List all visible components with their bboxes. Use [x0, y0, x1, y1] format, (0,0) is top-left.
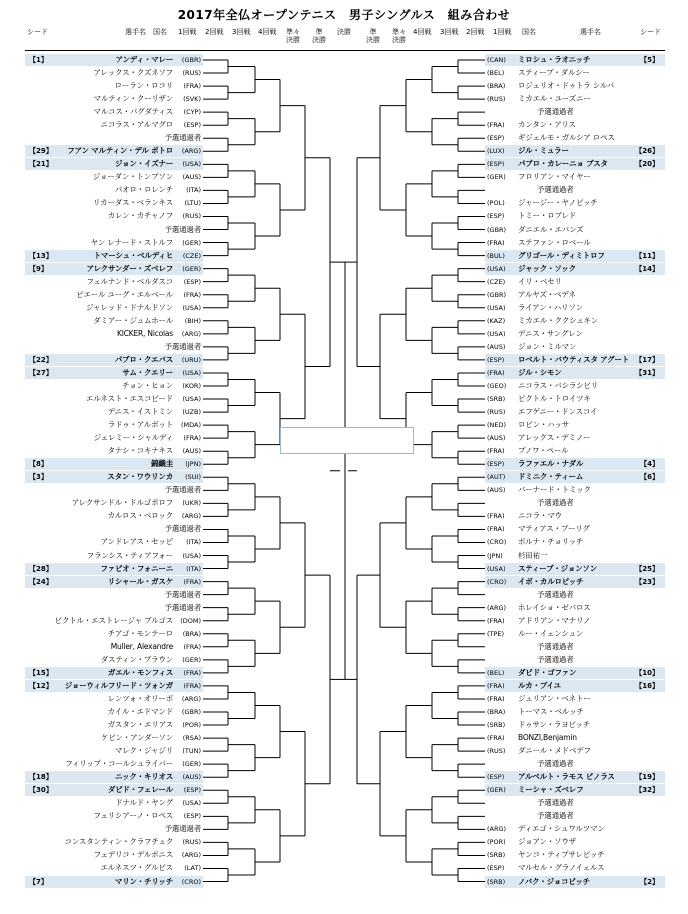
country-code: (AUS): [182, 447, 201, 456]
player-name: フェデリコ・デルボニス: [93, 850, 173, 860]
player-name: チアゴ・モンテーロ: [107, 628, 173, 638]
player-name: ジョン・イズナー: [114, 159, 173, 169]
country-code: (FRA): [487, 681, 505, 690]
country-code: (GER): [487, 173, 506, 182]
player-name: ダニエル・エバンズ: [518, 224, 584, 234]
seed-number: 【9】: [29, 264, 48, 273]
header-sf-left: 準 決勝: [312, 28, 326, 44]
player-name: ミーシャ・ズベレフ: [518, 785, 584, 795]
player-name: 予選通過者: [164, 485, 201, 495]
player-name: ダビド・ゴファン: [518, 667, 577, 677]
seed-number: 【21】: [29, 160, 53, 169]
seed-number: 【25】: [635, 564, 659, 573]
player-name: 予選通過者: [164, 133, 201, 143]
seed-number: 【6】: [640, 473, 659, 482]
player-name: パブロ・クエバス: [114, 354, 173, 364]
player-name: サム・クエリー: [122, 367, 173, 377]
player-name: フランシス・ティアフォー: [86, 550, 173, 560]
country-code: (FRA): [487, 121, 505, 130]
player-name: フアン マルティン・デル ポトロ: [67, 146, 173, 156]
country-code: (LTU): [184, 199, 201, 208]
seed-number: 【14】: [635, 264, 659, 273]
player-name: 錦織圭: [151, 459, 173, 469]
country-code: (AUT): [487, 473, 506, 482]
header-r1-left: 1回戦: [178, 28, 197, 36]
country-code: (FRA): [183, 642, 201, 651]
country-code: (ARG): [487, 825, 507, 834]
player-name: 予選通過者: [537, 589, 574, 599]
player-name: ジル・シモン: [518, 367, 562, 377]
player-name: 予選通過者: [537, 641, 574, 651]
country-code: (FRA): [183, 668, 201, 677]
country-code: (ARG): [181, 512, 201, 521]
player-name: 予選通過者: [537, 811, 574, 821]
country-code: (USA): [182, 160, 201, 169]
player-name: フロリアン・マイヤー: [518, 172, 591, 182]
player-name: アルベルト・ラモス ビノラス: [518, 772, 615, 782]
country-code: (FRA): [487, 734, 505, 743]
country-code: (USA): [182, 303, 201, 312]
country-code: (JPN): [185, 460, 201, 469]
player-name: BONZI,Benjamin: [518, 733, 577, 743]
country-code: (GER): [182, 238, 201, 247]
country-code: (FRA): [183, 577, 201, 586]
player-name: デニス・イストミン: [107, 407, 173, 417]
header-final: 決勝: [337, 28, 351, 36]
country-code: (ITA): [186, 538, 201, 547]
player-name: 予選通過者: [537, 798, 574, 808]
player-name: ディエゴ・シュワルツマン: [518, 824, 605, 834]
seed-number: 【19】: [635, 773, 659, 782]
player-name: ステファン・ロベール: [518, 237, 591, 247]
player-name: ドゥサン・ラヨビッチ: [518, 720, 591, 730]
header-r2-right: 2回戦: [466, 28, 485, 36]
header-r3-right: 3回戦: [440, 28, 459, 36]
country-code: (FRA): [487, 447, 505, 456]
country-code: (KOR): [182, 382, 201, 390]
player-name: ロジェリオ・ドゥトラ シルバ: [518, 81, 614, 91]
player-name: ボルナ・チョリッチ: [518, 537, 584, 547]
country-code: (FRA): [183, 434, 201, 443]
player-name: イボ・カルロビッチ: [518, 576, 584, 586]
player-name: カンタン・アリス: [518, 120, 576, 130]
seed-number: 【24】: [29, 577, 53, 586]
country-code: (UKR): [182, 499, 201, 508]
seed-number: 【23】: [635, 577, 659, 586]
country-code: (NED): [487, 421, 507, 430]
seed-number: 【16】: [635, 681, 659, 690]
player-name: ジョーダン・トンプソン: [92, 172, 173, 182]
header-seed-left: シード: [27, 28, 48, 36]
country-code: (ARG): [181, 851, 201, 860]
player-name: ライアン・ハリソン: [518, 302, 583, 312]
header-r2-left: 2回戦: [205, 28, 224, 36]
seed-number: 【27】: [29, 368, 53, 377]
player-name: エルネスト・エスコビード: [85, 394, 173, 404]
player-name: 予選通過者: [537, 498, 574, 508]
player-name: Muller, Alexandre: [110, 641, 173, 651]
seed-number: 【17】: [635, 355, 659, 364]
player-name: グリゴール・ディミトロフ: [518, 250, 605, 260]
country-code: (BRA): [182, 629, 201, 638]
player-name: ジョーウィルフリード・ツォンガ: [64, 680, 173, 690]
country-code: (USA): [487, 564, 506, 573]
player-name: アンドレアス・セッピ: [100, 537, 173, 547]
country-code: (SRB): [487, 877, 506, 886]
header-r1-right: 1回戦: [493, 28, 512, 36]
player-name: カイル・エドマンド: [107, 707, 173, 716]
player-name: エルネスツ・グルビス: [100, 863, 173, 873]
player-name: ノバク・ジョコビッチ: [518, 876, 590, 886]
player-name: トミー・ロブレド: [518, 211, 577, 221]
country-code: (BRA): [487, 82, 506, 91]
player-name: ダスティン・ブラウン: [100, 654, 173, 664]
country-code: (RUS): [182, 212, 201, 221]
seed-number: 【29】: [29, 147, 53, 156]
header-r3-left: 3回戦: [232, 28, 251, 36]
player-name: 予選通過者: [164, 341, 201, 351]
player-name: ケビン・アンダーソン: [100, 733, 173, 743]
player-name: ドミニク・ティーム: [518, 472, 584, 482]
country-code: (AUS): [487, 434, 506, 443]
player-name: コンスタンティン・クラフチュク: [64, 837, 173, 847]
country-code: (TUN): [182, 747, 201, 756]
country-code: (GEO): [487, 382, 507, 390]
player-name: ブノワ・ペール: [518, 446, 569, 456]
player-name: ロビン・ハッサ: [518, 420, 570, 430]
country-code: (FRA): [183, 290, 201, 299]
country-code: (POL): [487, 199, 505, 208]
player-name: ジュリアン・ベネトー: [518, 693, 591, 703]
player-name: スタン・ワウリンカ: [107, 472, 173, 482]
country-code: (MDA): [180, 421, 201, 430]
country-code: (POR): [182, 721, 201, 730]
seed-number: 【10】: [635, 668, 659, 677]
player-name: 予選通過者: [537, 759, 574, 769]
country-code: (GER): [182, 655, 201, 664]
player-name: ニコラ・マウ: [518, 511, 562, 521]
country-code: (GBR): [487, 225, 507, 234]
seed-number: 【26】: [635, 147, 659, 156]
player-name: トーマス・ベルッチ: [518, 707, 584, 716]
player-name: フェリシアーノ・ロペス: [93, 811, 173, 821]
country-code: (RUS): [487, 95, 506, 104]
country-code: (ARG): [181, 147, 201, 156]
country-code: (ITA): [186, 564, 201, 573]
country-code: (ARG): [181, 329, 201, 338]
player-name: マルコス・バグダティス: [93, 107, 173, 117]
country-code: (FRA): [487, 238, 505, 247]
country-code: (BEL): [487, 69, 505, 78]
player-name: ピエール ユーグ・エルベール: [76, 289, 173, 299]
seed-number: 【28】: [29, 564, 53, 573]
player-name: ビクトル・トロイツキ: [518, 394, 591, 404]
country-code: (SRB): [487, 851, 506, 860]
country-code: (CAN): [487, 56, 506, 64]
player-name: カレン・カチャノフ: [107, 211, 173, 221]
seed-number: 【2】: [640, 877, 659, 886]
country-code: (FRA): [487, 512, 505, 521]
player-name: ローラン・ロコリ: [114, 81, 173, 91]
country-code: (ESP): [183, 121, 201, 130]
player-name: アンディ・マレー: [115, 55, 173, 64]
country-code: (CRO): [181, 877, 201, 886]
country-code: (ARG): [181, 694, 201, 703]
country-code: (BRA): [487, 708, 506, 716]
player-name: アレックス・デミノー: [518, 433, 591, 443]
country-code: (RUS): [487, 747, 506, 756]
player-name: アレクサンダー・ズベレフ: [86, 263, 173, 273]
player-name: ジョアン・ソウザ: [518, 837, 576, 847]
player-name: ダニール・メドベデフ: [518, 746, 591, 756]
country-code: (RSA): [182, 734, 201, 743]
country-code: (CYP): [183, 108, 201, 117]
header-player-left: 選手名: [125, 28, 146, 36]
country-code: (GER): [182, 760, 201, 769]
country-code: (USA): [182, 551, 201, 560]
country-code: (RUS): [182, 838, 201, 847]
player-name: マレク・ジャジリ: [114, 746, 173, 756]
seed-number: 【7】: [29, 877, 48, 886]
player-name: トマーシュ・ベルディヒ: [93, 250, 173, 260]
player-name: アレクサンドル・ドルゴポロフ: [71, 498, 173, 508]
player-name: ニコラス・バシラシビリ: [518, 381, 599, 390]
player-name: デニス・サングレン: [518, 328, 583, 338]
country-code: (SUI): [185, 473, 201, 482]
player-name: イリ・ベセリ: [518, 276, 562, 286]
country-code: (SRB): [487, 395, 506, 404]
header-r4-left: 4回戦: [258, 28, 277, 36]
country-code: (LAT): [184, 864, 201, 873]
player-name: フィリップ・コールシュライバー: [65, 759, 173, 769]
player-name: ミカエル・ククシュキン: [518, 315, 599, 325]
player-name: スティーブ・ジョンソン: [518, 563, 598, 573]
country-code: (FRA): [183, 681, 201, 690]
player-name: マルセル・グラノイェルス: [518, 863, 605, 873]
seed-number: 【18】: [29, 773, 53, 782]
player-name: ラドゥ・アルボット: [107, 420, 173, 430]
player-name: マティアス・ブーリグ: [518, 524, 590, 534]
header-country-left: 国名: [153, 28, 167, 36]
header-qf-left: 準々 決勝: [286, 28, 300, 44]
country-code: (AUS): [487, 486, 506, 495]
country-code: (DOM): [180, 616, 201, 625]
country-code: (ARG): [487, 603, 507, 612]
country-code: (ESP): [487, 355, 505, 364]
player-name: ドナルド・ヤング: [115, 798, 173, 808]
country-code: (USA): [182, 368, 201, 377]
header-sf-right: 準 決勝: [366, 28, 380, 44]
country-code: (LUX): [487, 147, 505, 156]
seed-number: 【5】: [640, 56, 659, 64]
seed-number: 【13】: [29, 251, 53, 260]
player-name: ロベルト・バウティスタ アグート: [518, 354, 630, 364]
country-code: (AUS): [487, 342, 506, 351]
country-code: (USA): [182, 395, 201, 404]
country-code: (SVK): [183, 95, 201, 104]
country-code: (AUS): [182, 173, 201, 182]
player-name: 予選通過者: [164, 824, 201, 834]
country-code: (ESP): [487, 160, 505, 169]
player-name: 予選通過者: [537, 107, 574, 117]
country-code: (FRA): [487, 616, 505, 625]
player-name: カルロス・ベロック: [107, 511, 173, 521]
player-name: 予選通過者: [537, 185, 574, 195]
country-code: (BEL): [487, 668, 505, 677]
player-name: ギジェルモ・ガルシア ロペス: [518, 133, 615, 143]
country-code: (AUS): [182, 773, 201, 782]
country-code: (KAZ): [487, 316, 506, 325]
player-name: ジョン・ミルマン: [518, 341, 577, 351]
seed-number: 【32】: [635, 786, 659, 795]
player-name: ヤンコ・ティプサレビッチ: [518, 850, 605, 860]
player-name: チョン・ヒョン: [122, 381, 173, 390]
player-name: 予選通過者: [164, 524, 201, 534]
champion-box: [280, 427, 414, 454]
seed-number: 【11】: [635, 251, 659, 260]
country-code: (JPN): [487, 551, 503, 560]
player-name: ニック・キリオス: [115, 772, 173, 782]
player-name: ニコラス・アルマグロ: [100, 120, 173, 130]
player-name: アルヤズ・ベデネ: [518, 289, 576, 299]
player-name: ミロシュ・ラオニッチ: [518, 55, 591, 64]
player-name: ジャレッド・ドナルドソン: [86, 302, 173, 312]
player-name: パオロ・ロレンチ: [114, 185, 173, 195]
header-r4-right: 4回戦: [413, 28, 432, 36]
country-code: (POR): [487, 838, 506, 847]
country-code: (GER): [487, 786, 506, 795]
player-name: タナシ・コキナキス: [107, 446, 173, 456]
country-code: (GBR): [487, 290, 507, 299]
seed-number: 【4】: [640, 460, 659, 469]
country-code: (ESP): [487, 460, 505, 469]
country-code: (GBR): [181, 56, 201, 64]
player-name: マルティン・クーリザン: [93, 94, 173, 104]
seed-number: 【15】: [29, 668, 53, 677]
seed-number: 【30】: [29, 786, 53, 795]
country-code: (ESP): [487, 864, 505, 873]
country-code: (CZE): [182, 251, 201, 260]
country-code: (USA): [182, 799, 201, 808]
player-name: KICKER, Nicolas: [117, 328, 173, 338]
player-name: ビクトル・エストレージャ ブルゴス: [54, 615, 173, 625]
country-code: (SRB): [487, 721, 506, 730]
header-player-right: 選手名: [580, 28, 601, 36]
country-code: (FRA): [183, 82, 201, 91]
country-code: (ESP): [487, 134, 505, 143]
country-code: (CZE): [487, 277, 506, 286]
country-code: (RUS): [487, 408, 506, 417]
player-name: スティーブ・ダルシー: [518, 68, 590, 78]
country-code: (USA): [487, 303, 506, 312]
player-name: ジル・ミュラー: [518, 146, 569, 156]
player-name: ダビド・フェレール: [107, 785, 173, 795]
player-name: エフゲニー・ドンスコイ: [518, 407, 598, 417]
country-code: (UZB): [182, 408, 201, 417]
country-code: (GBR): [181, 708, 201, 716]
seed-number: 【3】: [29, 473, 48, 482]
seed-number: 【20】: [635, 160, 659, 169]
player-name: ヤン レナード・ストルフ: [90, 237, 173, 247]
country-code: (FRA): [487, 694, 505, 703]
header-qf-right: 準々 決勝: [392, 28, 406, 44]
country-code: (ESP): [487, 773, 505, 782]
seed-number: 【12】: [29, 681, 53, 690]
header-seed-right: シード: [640, 28, 661, 36]
header-country-right: 国名: [522, 28, 536, 36]
country-code: (ESP): [487, 212, 505, 221]
player-name: ファビオ・フォニーニ: [100, 563, 173, 573]
country-code: (CRO): [487, 538, 507, 547]
country-code: (CRO): [487, 577, 507, 586]
player-name: パブロ・カレーニョ ブスタ: [518, 159, 608, 169]
player-name: ダミアー・ジュムホール: [93, 315, 173, 325]
player-name: ジャック・ソック: [518, 263, 576, 273]
country-code: (USA): [487, 264, 506, 273]
player-name: ホレイショ・ゼバロス: [518, 602, 591, 612]
player-name: マリン・チリッチ: [114, 876, 173, 886]
country-code: (RUS): [182, 69, 201, 78]
page-title: 2017年全仏オープンテニス 男子シングルス 組み合わせ: [177, 8, 511, 22]
player-name: ルー・イェンシュン: [518, 628, 584, 638]
player-name: ルカ・プイユ: [518, 680, 561, 690]
country-code: (ESP): [183, 786, 201, 795]
seed-number: 【8】: [29, 460, 48, 469]
seed-number: 【22】: [29, 355, 53, 364]
country-code: (USA): [487, 329, 506, 338]
seed-number: 【1】: [29, 56, 48, 64]
country-code: (URU): [181, 355, 201, 364]
country-code: (TPE): [487, 629, 505, 638]
player-name: 予選通過者: [537, 654, 574, 664]
player-name: 予選通過者: [164, 602, 201, 612]
player-name: 予選通過者: [164, 589, 201, 599]
player-name: アレックス・クズネソフ: [93, 68, 173, 78]
player-name: アドリアン・マナリノ: [518, 615, 591, 625]
player-name: ガエル・モンフィス: [107, 667, 173, 677]
player-name: ラファエル・ナダル: [518, 459, 584, 469]
player-name: リカーダス・ベランキス: [92, 198, 173, 208]
country-code: (ITA): [186, 186, 201, 195]
player-name: ジェレミー・シャルディ: [93, 433, 173, 443]
player-name: ジャージー・ヤノビッチ: [518, 198, 598, 208]
country-code: (FRA): [487, 525, 505, 534]
country-code: (ESP): [183, 277, 201, 286]
country-code: (ESP): [183, 812, 201, 821]
country-code: (GER): [182, 264, 201, 273]
player-name: バーナード・トミック: [518, 485, 591, 495]
player-name: レンツォ・オリーボ: [107, 693, 173, 703]
player-name: ガスタン・エリアス: [107, 720, 173, 730]
player-name: ミカエル・ユーズニー: [518, 94, 591, 104]
country-code: (FRA): [487, 368, 505, 377]
seed-number: 【31】: [635, 368, 659, 377]
country-code: (BUL): [487, 251, 505, 260]
player-name: 杉田祐一: [518, 550, 548, 560]
player-name: 予選通過者: [164, 224, 201, 234]
country-code: (BIH): [184, 316, 201, 325]
player-name: リシャール・ガスケ: [107, 576, 173, 586]
player-name: フェルナンド・ベルダスコ: [86, 276, 173, 286]
